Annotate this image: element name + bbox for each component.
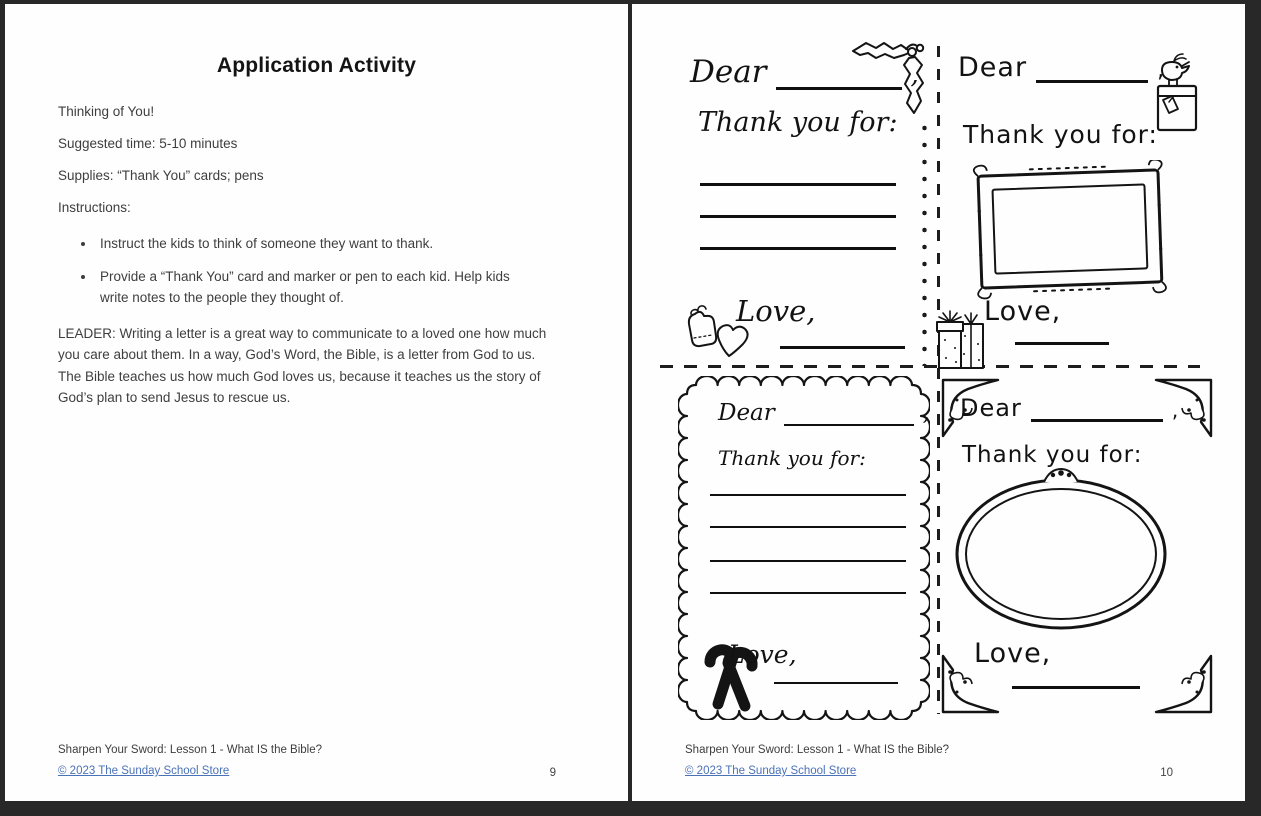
instruction-item: • Instruct the kids to think of someone they want to thank. xyxy=(96,233,536,255)
picture-frame xyxy=(970,160,1170,302)
name-blank-line xyxy=(1036,53,1148,83)
card-prompt: Thank you for: xyxy=(718,446,866,470)
page-footer xyxy=(685,744,1192,777)
card-prompt: Thank you for: xyxy=(962,442,1143,468)
page-number: 10 xyxy=(1160,767,1173,779)
dotted-divider xyxy=(921,120,928,366)
footer-lesson-title: Sharpen Your Sword: Lesson 1 - What IS the Bible? xyxy=(58,744,323,756)
page-title: Application Activity xyxy=(216,54,417,77)
card-greeting: Dear xyxy=(958,52,1028,83)
leader-note: LEADER: Writing a letter is a great way to communicate to a loved one how much you care about them. In a way, God’s Word, the Bible, is a letter from God to us. The Bible teaches us how much God loves us, because it teaches us the story of God’s plan to send Jesus to rescue us. xyxy=(58,325,547,405)
name-blank-line xyxy=(1031,395,1163,422)
oval-frame xyxy=(950,462,1172,638)
signature-line xyxy=(780,346,905,349)
thank-you-cards-sheet xyxy=(632,4,1245,801)
document-page-10 xyxy=(632,4,1245,801)
horizontal-cut-line xyxy=(660,365,1200,368)
card-closing: Love, xyxy=(984,296,1062,327)
comma: , xyxy=(922,401,930,426)
writing-line xyxy=(700,183,896,186)
card-closing: Love, xyxy=(974,638,1052,669)
writing-line xyxy=(710,592,906,594)
activity-subtitle: Thinking of You! xyxy=(58,104,155,119)
writing-line xyxy=(710,494,906,496)
corner-flourish-icon xyxy=(1152,652,1216,716)
copyright-link[interactable]: © 2023 The Sunday School Store xyxy=(685,765,857,777)
card-closing: Love, xyxy=(736,294,816,328)
signature-line xyxy=(1015,342,1109,345)
writing-line xyxy=(700,247,896,250)
copyright-link[interactable]: © 2023 The Sunday School Store xyxy=(58,765,230,777)
card-closing: Love, xyxy=(728,640,797,669)
card-greeting: Dear xyxy=(960,394,1022,422)
document-page-9 xyxy=(5,4,628,801)
signature-line xyxy=(774,682,898,684)
instructions-list xyxy=(58,233,570,309)
name-blank-line xyxy=(784,400,914,426)
card-prompt: Thank you for: xyxy=(963,120,1158,149)
card-greeting: Dear xyxy=(690,54,767,90)
instructions-label: Instructions: xyxy=(58,200,131,215)
page-number: 9 xyxy=(549,767,556,779)
writing-line xyxy=(700,215,896,218)
card-prompt: Thank you for: xyxy=(698,107,898,138)
page-footer xyxy=(58,744,575,777)
comma: , xyxy=(1171,398,1180,422)
card-greeting: Dear xyxy=(718,400,775,426)
instruction-item: • Provide a “Thank You” card and marker or pen to each kid. Help kids write notes to the people they thought of. xyxy=(96,266,536,309)
writing-line xyxy=(710,560,906,562)
suggested-time: Suggested time: 5-10 minutes xyxy=(58,136,238,151)
writing-line xyxy=(710,526,906,528)
footer-lesson-title: Sharpen Your Sword: Lesson 1 - What IS the Bible? xyxy=(685,744,950,756)
supplies-line: Supplies: “Thank You” cards; pens xyxy=(58,168,264,183)
gift-boxes-icon xyxy=(935,292,989,372)
signature-line xyxy=(1012,686,1140,689)
comma: , xyxy=(910,60,919,90)
name-blank-line xyxy=(776,56,902,90)
comma: , xyxy=(1157,58,1166,83)
